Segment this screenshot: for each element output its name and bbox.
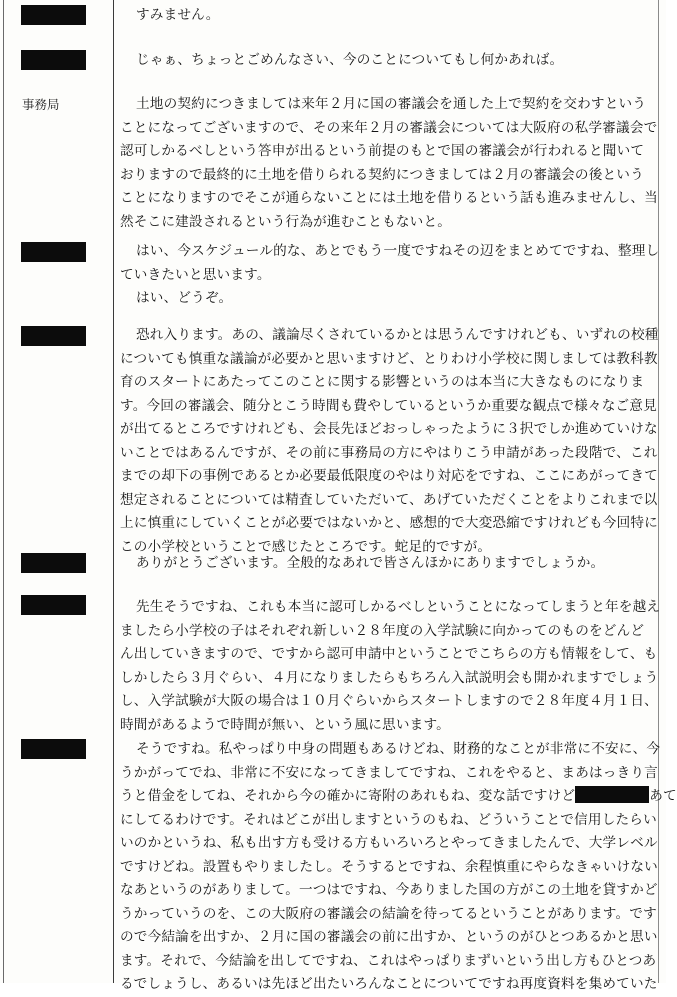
utterance-line: はい、今スケジュール的な、あとでもう一度ですねその辺をまとめてですね、整理し — [136, 243, 660, 259]
utterance-line: 時間があるようで時間が無い、という風に思います。 — [120, 716, 450, 733]
utterance-line: 認可しかるべしという答申が出るという前提のもとで国の審議会が行われると聞いて — [120, 143, 645, 159]
utterance-text: あて — [649, 788, 677, 804]
utterance-line: この小学校ということで感じたところです。蛇足的ですが。 — [120, 538, 492, 555]
utterance-line: ことになってございますので、その来年２月の審議会については大阪府の私学審議会で — [120, 119, 658, 136]
utterance-line: 恐れ入ります。あの、議論尽くされているかとは思うんですけれども、いずれの校種 — [136, 327, 659, 343]
redacted-speaker-name — [21, 5, 86, 25]
utterance-block — [120, 4, 654, 28]
utterance-line: はい、どうぞ。 — [136, 290, 233, 306]
redacted-speaker-name — [21, 595, 86, 615]
utterance-block — [120, 552, 654, 576]
utterance-line: 然そこに建設されるという行為が進むこともないと。 — [120, 213, 452, 230]
redacted-speaker-name — [21, 50, 86, 70]
inline-redaction — [575, 786, 649, 803]
utterance-line — [120, 785, 677, 809]
utterance-line: 土地の契約につきましては来年２月に国の審議会を通した上で契約を交わすという — [136, 96, 647, 112]
utterance-line: ます。それで、今結論を出してですね、これはやっぱりまずいという出し方もひとつあ — [120, 952, 657, 969]
utterance-line: ん出していきますので、ですから認可申請中ということでこちらの方も情報をして、も — [120, 646, 658, 662]
utterance-line: し、入学試験が大阪の場合は１０月ぐらいからスタートしますので２８年度４月１日、 — [120, 693, 658, 709]
utterance-line: いことではあるんですが、その前に事務局の方にやはりこう申請があった段階で、これ — [120, 444, 658, 461]
utterance-line: うかっていうのを、この大阪府の審議会の結論を待ってるということがあります。です — [120, 905, 657, 922]
utterance-block — [120, 738, 677, 997]
utterance-line: 先生そうですね、これも本当に認可しかるべしということになってしまうと年を越え — [136, 599, 661, 615]
utterance-line: そうですね。私やっぱり中身の問題もあるけどね、財務的なことが非常に不安に、今 — [136, 741, 661, 757]
utterance-line: おりますので最終的に土地を借りられる契約につきましては２月の審議会の後という — [120, 166, 644, 183]
utterance-line: うかがってでね、非常に不安になってきましてですね、これをやると、まあはっきり言 — [120, 764, 658, 781]
utterance-line: ありがとうございます。全般的なあれで皆さんほかにありますでしょうか。 — [136, 555, 605, 571]
utterance-line: 上に慎重にしていくことが必要ではないかと、感想的で大変恐縮ですけれども今回特に — [120, 515, 658, 531]
utterance-block — [120, 49, 654, 73]
utterance-block — [120, 324, 659, 559]
utterance-line: す。今回の審議会、随分とこう時間も費やしているというか重要な観点で様々なご意見 — [120, 397, 657, 414]
utterance-line: ましたら小学校の子はそれぞれ新しい２８年度の入学試験に向かってのものをどんど — [120, 622, 645, 639]
left-border — [3, 0, 4, 983]
speaker-label: 事務局 — [22, 97, 60, 112]
utterance-line: しかしたら３月ぐらい、４月になりましたらもちろん入試説明会も開かれますでしょう — [120, 669, 659, 686]
utterance-block — [120, 93, 658, 234]
utterance-line: すみません。 — [136, 7, 220, 23]
right-border — [658, 0, 659, 983]
utterance-line: ことになりますのでそこが通らないことには土地を借りるという話も進みませんし、当 — [120, 190, 658, 206]
utterance-line: じゃぁ、ちょっとごめんなさい、今のことについてもし何かあれば。 — [136, 52, 564, 68]
utterance-line: ので今結論を出すか、２月に国の審議会の前に出すか、というのがひとつあるかと思い — [120, 929, 658, 945]
redacted-speaker-name — [21, 739, 86, 759]
utterance-line: いのかというね、私も出す方も受ける方もいろいろとやってきましたんで、大学レベル — [120, 835, 658, 851]
utterance-line: が出てるところですけれども、会長先ほどおっしゃったように３択でしか進めていけな — [120, 421, 658, 437]
utterance-line: にしてるわけです。それはどこが出しますというのもね、どういうことで信用したらい — [120, 811, 657, 828]
utterance-line: なあというのがありまして。一つはですね、今ありました国の方がこの土地を貸すかど — [120, 882, 658, 898]
utterance-line: ていきたいと思います。 — [120, 266, 271, 283]
utterance-line: ですけどね。設置もやりましたし。そうするとですね、余程慎重にやらなきゃいけない — [120, 858, 658, 875]
utterance-line: るでしょうし、あるいは先ほど出たいろんなことについてですね再度資料を集めていた — [120, 976, 658, 992]
redacted-speaker-name — [21, 242, 86, 262]
utterance-text: うと借金をしてね、それから今の確かに寄附のあれもね、変な話ですけど — [120, 788, 576, 804]
utterance-block — [120, 596, 661, 737]
utterance-line: についても慎重な議論が必要かと思いますけど、とりわけ小学校に関しましては教科教 — [120, 350, 658, 367]
utterance-line: 育のスタートにあたってこのことに関する影響というのは本当に大きなものになりま — [120, 374, 645, 390]
utterance-block — [120, 240, 660, 311]
redacted-speaker-name — [21, 553, 86, 573]
redacted-speaker-name — [21, 326, 86, 346]
speaker-column-divider — [113, 0, 114, 983]
utterance-line: までの却下の事例であるとか必要最低限度のやはり対応をですね、ここにあがってきて — [120, 468, 658, 484]
utterance-line: 想定されることについては精査していただいて、あげていただくことをよりこれまで以 — [120, 491, 658, 508]
